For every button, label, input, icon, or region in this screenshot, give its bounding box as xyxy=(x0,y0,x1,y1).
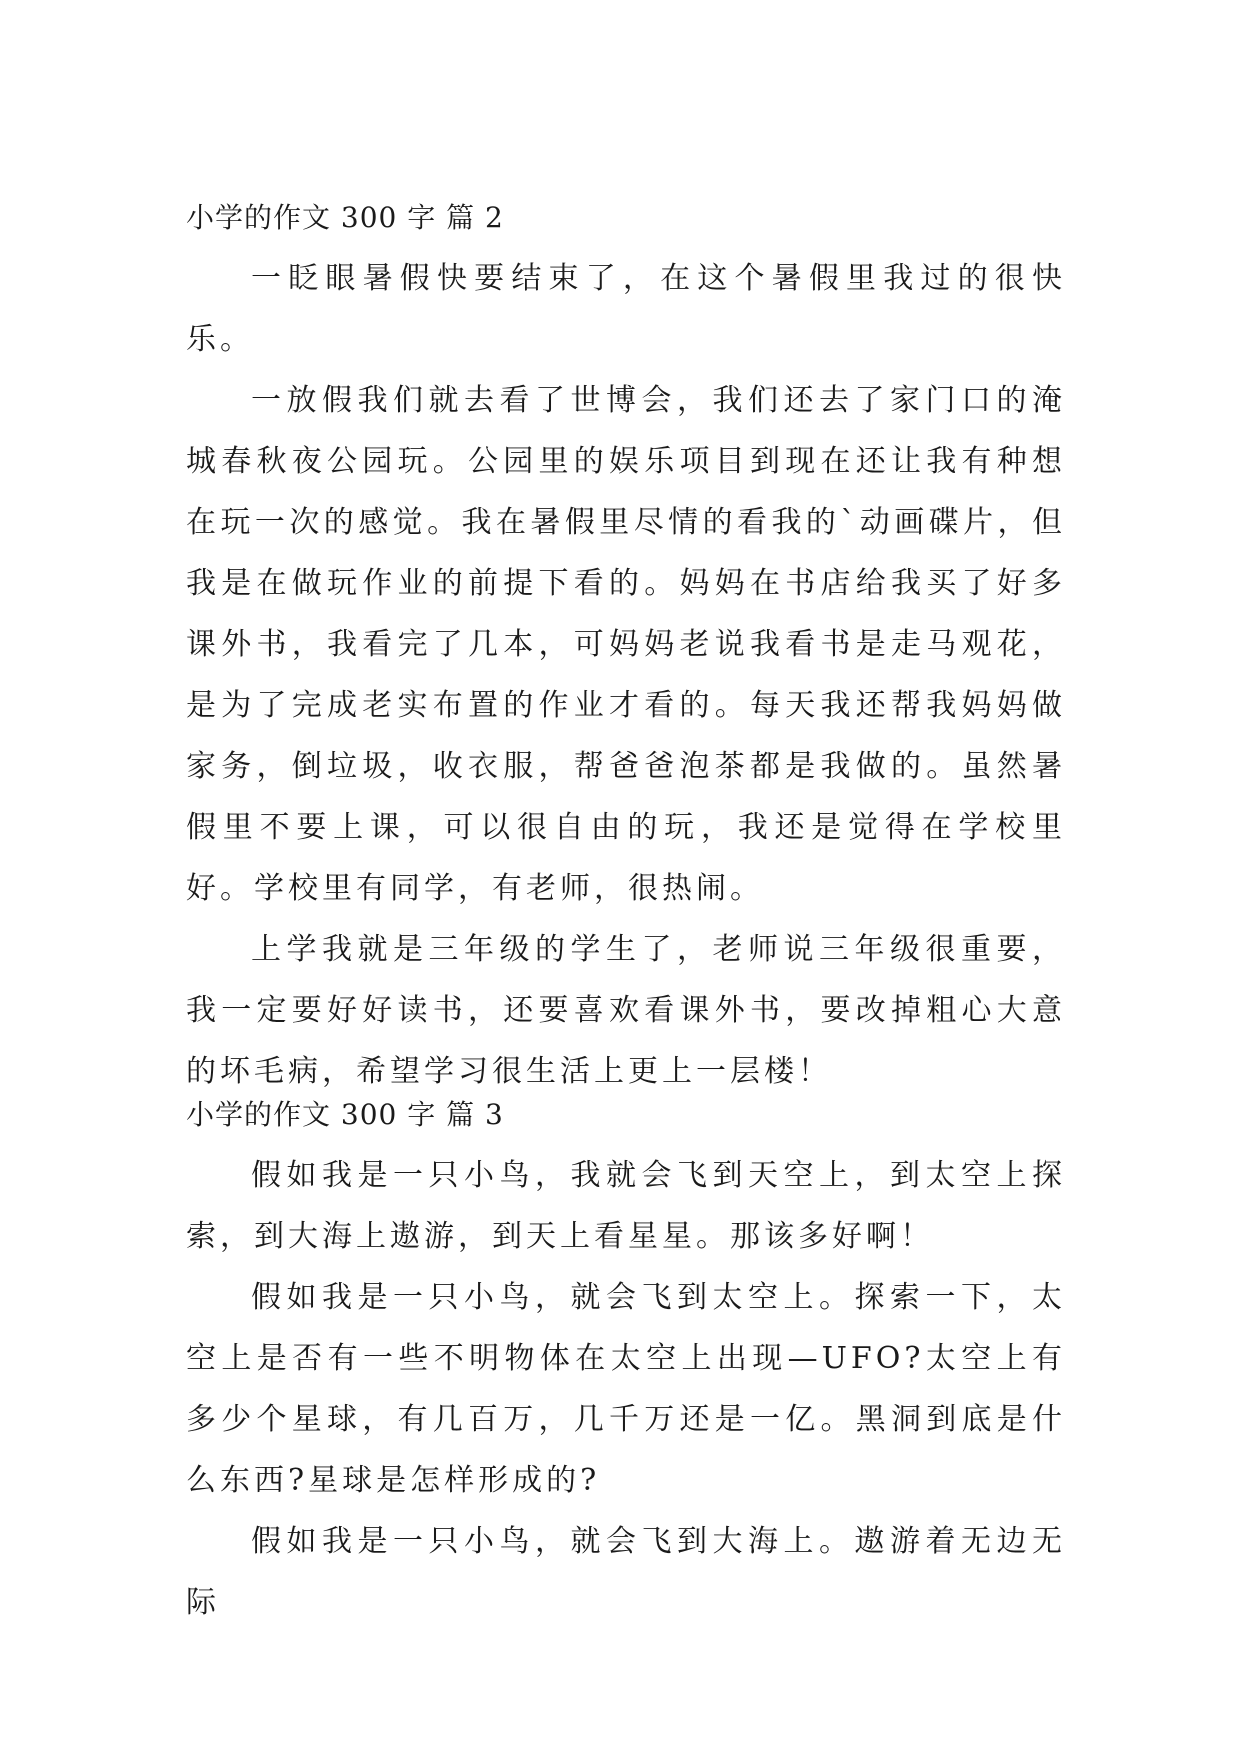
section-heading: 小学的作文 300 字 篇 3 xyxy=(186,1098,504,1131)
paragraph: 假如我是一只小鸟，就会飞到太空上。探索一下，太空上是否有一些不明物体在太空上出现—UFO?太空上有多少个星球，有几百万，几千万还是一亿。黑洞到底是什么东西?星球是怎样形成的? xyxy=(186,1280,1066,1498)
essay-section-3 xyxy=(186,1085,1066,1633)
paragraph: 假如我是一只小鸟，我就会飞到天空上，到太空上探索，到大海上遨游，到天上看星星。那该多好啊！ xyxy=(186,1158,1066,1254)
paragraph: 假如我是一只小鸟，就会飞到大海上。遨游着无边无际 xyxy=(186,1524,1066,1620)
essay-section-2 xyxy=(186,188,1066,1102)
paragraph: 上学我就是三年级的学生了，老师说三年级很重要，我一定要好好读书，还要喜欢看课外书，要改掉粗心大意的坏毛病，希望学习很生活上更上一层楼！ xyxy=(186,932,1066,1089)
section-heading: 小学的作文 300 字 篇 2 xyxy=(186,201,504,234)
paragraph: 一眨眼暑假快要结束了，在这个暑假里我过的很快乐。 xyxy=(186,261,1066,357)
paragraph: 一放假我们就去看了世博会，我们还去了家门口的淹城春秋夜公园玩。公园里的娱乐项目到现在还让我有种想在玩一次的感觉。我在暑假里尽情的看我的`动画碟片，但我是在做玩作业的前提下看的。妈妈在书店给我买了好多课外书，我看完了几本，可妈妈老说我看书是走马观花，是为了完成老实布置的作业才看的。每天我还帮我妈妈做家务，倒垃圾，收衣服，帮爸爸泡茶都是我做的。虽然暑假里不要上课，可以很自由的玩，我还是觉得在学校里好。学校里有同学，有老师，很热闹。 xyxy=(186,383,1066,906)
